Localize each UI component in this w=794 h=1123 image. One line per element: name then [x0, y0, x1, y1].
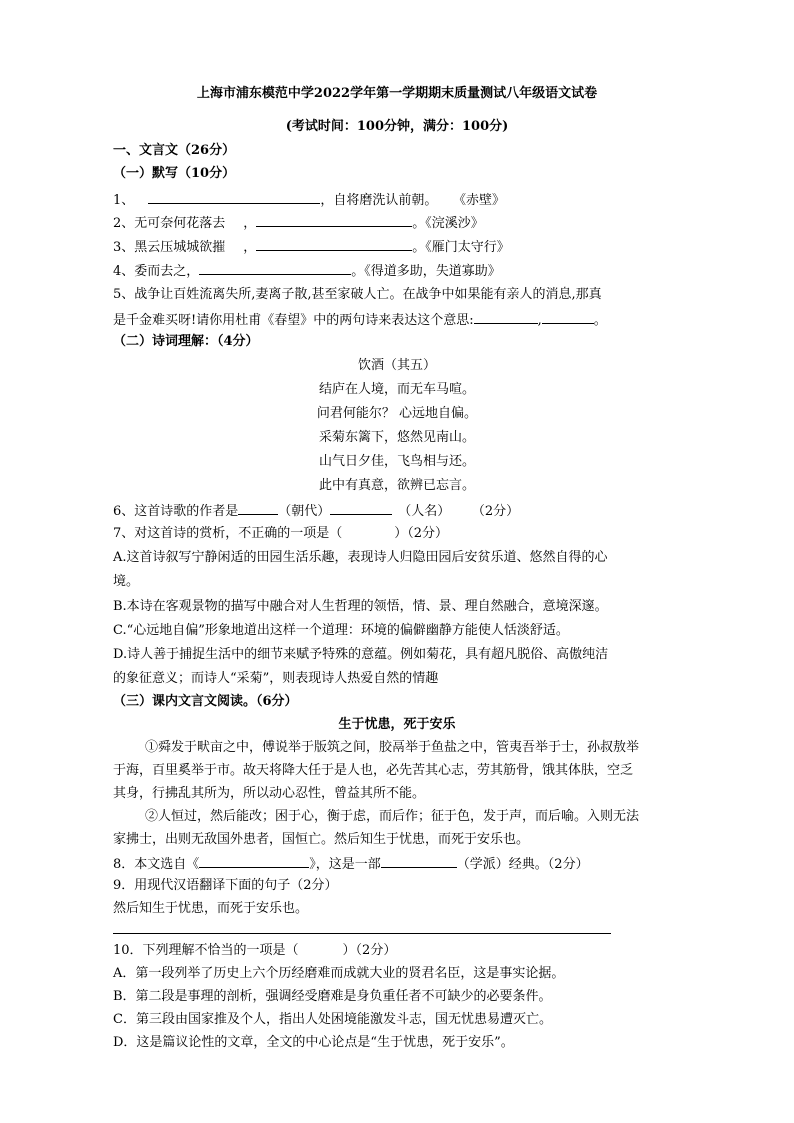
passage-p1-cont: 其身，行拂乱其所为，所以动心忍性，曾益其所不能。 — [113, 786, 426, 801]
option-b: B．第二段是事理的剖析，强调经受磨难是身负重任者不可缺少的必要条件。 — [113, 989, 552, 1004]
answer-blank[interactable] — [148, 190, 320, 204]
poem-line: 问君何能尔？ 心远地自偏。 — [316, 406, 478, 421]
question-9: 9．用现代汉语翻译下面的句子（2分） — [113, 878, 338, 893]
translation-sentence: 然后知生于忧患，而死于安乐也。 — [113, 901, 309, 916]
question-text: 7、对这首诗的赏析，不正确的一项是（ — [113, 526, 343, 541]
option-a: A.这首诗叙写宁静闲适的田园生活乐趣，表现诗人归隐田园后安贫乐道、悠然自得的心 — [113, 550, 608, 565]
part-heading: （二）诗词理解：（4分） — [113, 334, 259, 349]
comma: ， — [243, 216, 257, 231]
question-text: 8．本文选自《 — [113, 857, 200, 872]
period: 。 — [593, 313, 607, 328]
poem-title: 饮酒（其五） — [357, 358, 436, 373]
poem-line: 结庐在人境，而无车马喧。 — [318, 382, 475, 397]
answer-blank[interactable] — [199, 854, 309, 868]
question-text: 。《得道多助，失道寡助》 — [351, 264, 501, 279]
question-text: 10．下列理解不恰当的一项是（ — [113, 943, 299, 958]
question-3 — [113, 237, 510, 257]
question-number: 1、 — [113, 193, 135, 208]
answer-blank[interactable] — [542, 310, 594, 324]
question-text: ，自将磨洗认前朝。 — [320, 193, 438, 208]
answer-blank[interactable] — [199, 261, 351, 275]
passage-p2-cont: 家拂士，出则无敌国外患者，国恒亡。然后知生于忧患，而死于安乐也。 — [113, 832, 530, 847]
part-heading: （三）课内文言文阅读。（6分） — [113, 694, 298, 709]
option-c: C.“心远地自偏”形象地道出这样一个道理：环境的偏僻幽静方能使人恬淡舒适。 — [113, 623, 569, 638]
option-c: C．第三段由国家推及个人，指出人处困境能激发斗志，国无忧患易遭灭亡。 — [113, 1012, 552, 1027]
passage-title: 生于忧患，死于安乐 — [338, 717, 456, 732]
option-b: B.本诗在客观景物的描写中融合对人生哲理的领悟，情、景、理自然融合，意境深邃。 — [113, 599, 608, 614]
question-text: 3、黑云压城城欲摧 — [113, 240, 226, 255]
answer-blank[interactable] — [474, 310, 538, 324]
question-7 — [113, 525, 448, 543]
answer-line[interactable] — [113, 933, 611, 934]
part-heading: （一）默写（10分） — [113, 166, 236, 181]
answer-blank[interactable] — [330, 501, 392, 515]
question-1 — [113, 190, 505, 210]
question-text: ）（2分） — [394, 526, 449, 541]
question-text: 。《浣溪沙》 — [412, 216, 484, 231]
passage-p2: ②人恒过，然后能改；困于心，衡于虑，而后作；征于色，发于声，而后喻。入则无法 — [145, 809, 640, 824]
poem-line: 此中有真意，欲辨已忘言。 — [318, 478, 475, 493]
question-8 — [113, 854, 589, 874]
question-5-line-1: 5、战争让百姓流离失所,妻离子散,甚至家破人亡。在战争中如果能有亲人的消息,那真 — [113, 287, 602, 302]
question-text: 2、无可奈何花落去 — [113, 216, 226, 231]
question-text: 4、委而去之， — [113, 264, 200, 279]
question-text: （学派）经典。（2分） — [456, 857, 589, 872]
question-text: 是千金难买呀!请你用杜甫《春望》中的两句诗来表达这个意思: — [113, 313, 474, 328]
answer-blank[interactable] — [256, 237, 412, 251]
answer-blank[interactable] — [381, 854, 457, 868]
source-title: 《赤壁》 — [459, 193, 505, 208]
passage-p1-cont: 于海，百里奚举于市。故天将降大任于是人也，必先苦其心志，劳其筋骨，饿其体肤，空乏 — [113, 763, 634, 778]
question-4 — [113, 261, 501, 281]
passage-p1: ①舜发于畎亩之中，傅说举于版筑之间，胶鬲举于鱼盐之中，管夷吾举于士，孙叔敖举 — [145, 740, 640, 755]
option-a: A．第一段列举了历史上六个历经磨难而成就大业的贤君名臣，这是事实论据。 — [113, 966, 565, 981]
score: （2分） — [478, 504, 520, 519]
blank-hint: （人名） — [398, 504, 451, 519]
comma: ， — [243, 240, 257, 255]
blank-hint: （朝代） — [278, 504, 331, 519]
exam-subtitle: (考试时间：100分钟，满分：100分) — [285, 119, 509, 134]
question-2 — [113, 213, 484, 233]
section-heading: 一、文言文（26分） — [113, 143, 236, 158]
answer-blank[interactable] — [238, 501, 278, 515]
poem-line: 山气日夕佳，飞鸟相与还。 — [318, 454, 475, 469]
option-d-cont: 的象征意义；而诗人“采菊”，则表现诗人热爱自然的情趣 — [113, 671, 439, 686]
exam-title: 上海市浦东模范中学2022学年第一学期期末质量测试八年级语文试卷 — [196, 86, 598, 101]
question-text: 》，这是一部 — [309, 857, 381, 872]
question-text: 。《雁门太守行》 — [412, 240, 510, 255]
question-10 — [113, 942, 396, 960]
question-6 — [113, 501, 519, 521]
option-a-cont: 境。 — [113, 574, 140, 589]
answer-blank[interactable] — [256, 213, 412, 227]
option-d: D．这是篇议论性的文章，全文的中心论点是“生于忧患，死于安乐”。 — [113, 1035, 514, 1050]
question-text: 6、这首诗歌的作者是 — [113, 504, 239, 519]
comma: , — [537, 313, 542, 328]
option-d: D.诗人善于捕捉生活中的细节来赋予特殊的意蕴。例如菊花，具有超凡脱俗、高傲纯洁 — [113, 647, 609, 662]
question-5-line-2 — [113, 310, 607, 330]
question-text: ）（2分） — [342, 943, 397, 958]
poem-line: 采菊东篱下，悠然见南山。 — [318, 430, 475, 445]
